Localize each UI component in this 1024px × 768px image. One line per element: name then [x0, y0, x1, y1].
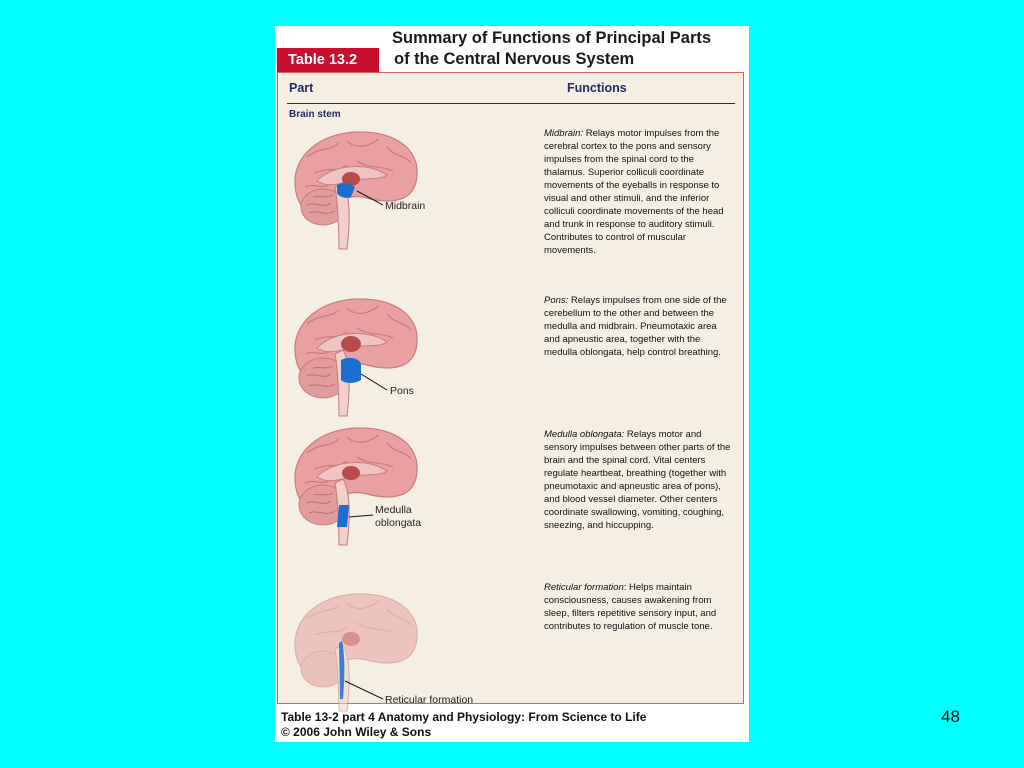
- midbrain-description: [544, 127, 734, 257]
- section-label-brain-stem: Brain stem: [289, 109, 341, 120]
- reticular-text: : Helps maintain consciousness, causes awakening from sleep, filters repetitive sensory input, and contributes to regulation of muscle tone.: [544, 582, 717, 632]
- reticular-formation-label: Reticular formation: [385, 694, 474, 706]
- midbrain-text: Relays motor impulses from the cerebral cortex to the pons and sensory impulses from the spinal cord to the thalamus. Superior colliculi coordinate movements of the eyeballs in response to visual and other stimuli, and the inferior colliculi coordinate movements of the head and trunk in response to auditory stimuli. Contributes to control of muscular movements.: [544, 128, 724, 256]
- title-line-2: of the Central Nervous System: [394, 50, 635, 68]
- column-header-functions: Functions: [567, 81, 627, 95]
- midbrain-illustration: [287, 127, 487, 252]
- title-line-1: Summary of Functions of Principal Parts: [392, 29, 712, 47]
- pons-description: [544, 294, 734, 359]
- medulla-text: Relays motor and sensory impulses between other parts of the brain and the spinal cord. Vital centers regulate heartbeat, breathing (together with pneumotaxic and apneustic area of pons), and blood vessel diameter. Other centers coordinate swallowing, vomiting, coughing, sneezing, and hiccupping.: [544, 429, 731, 531]
- table-number-badge: Table 13.2: [277, 48, 379, 72]
- reticular-description: [544, 581, 734, 633]
- medulla-description: [544, 428, 734, 532]
- reticular-term: Reticular formation: [544, 582, 624, 593]
- medulla-oblongata-illustration: [287, 423, 487, 548]
- medulla-label-line2: oblongata: [375, 517, 422, 529]
- pons-term: Pons:: [544, 295, 569, 306]
- midbrain-label: Midbrain: [385, 200, 426, 212]
- page-number: 48: [941, 707, 960, 726]
- column-header-part: Part: [289, 81, 314, 95]
- medulla-label-line1: Medulla: [375, 504, 412, 516]
- pons-label: Pons: [390, 385, 414, 397]
- credit-line-2: © 2006 John Wiley & Sons: [281, 725, 432, 739]
- reticular-formation-illustration: [287, 589, 487, 714]
- header-divider: [287, 103, 735, 104]
- pons-text: Relays impulses from one side of the cerebellum to the other and between the medulla and midbrain. Pneumotaxic area and apneustic area, together with the medulla oblongata, help control breathing.: [544, 295, 727, 358]
- summary-table: [277, 72, 744, 704]
- pons-illustration: [287, 294, 487, 419]
- credit-caption: [281, 710, 646, 740]
- medulla-term: Medulla oblongata:: [544, 429, 625, 440]
- slide-card: [275, 26, 749, 742]
- credit-line-1: Table 13-2 part 4 Anatomy and Physiology: From Science to Life: [281, 710, 647, 724]
- midbrain-term: Midbrain:: [544, 128, 584, 139]
